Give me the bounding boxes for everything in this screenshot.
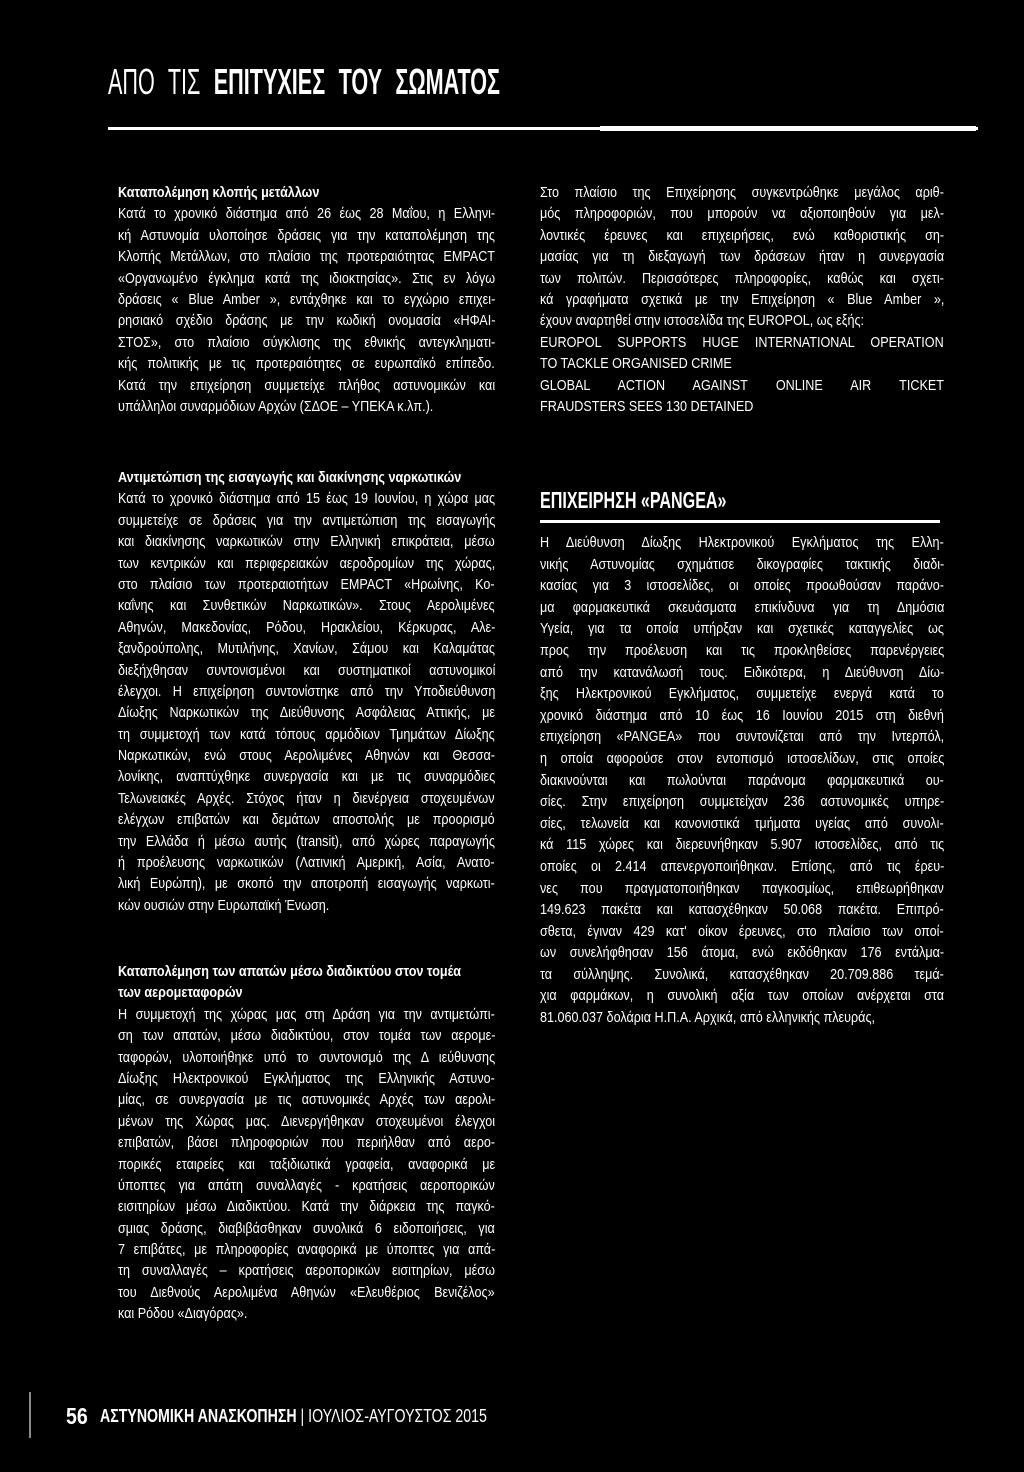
text-line [118, 268, 495, 289]
text-line [118, 852, 495, 873]
line-text: τη συναλλαγές – κρατήσεις αεροπορικών εισιτηρίων, μέσω [118, 1262, 495, 1280]
text-line [118, 1218, 495, 1239]
text-line [118, 1196, 495, 1217]
line-text: κά γραφήματα σχετικά με την Επιχείρηση « Blue Amber », [540, 290, 944, 308]
pangea-body [540, 532, 944, 1029]
text-line [118, 809, 495, 830]
line-text: έλεγχοι. Η επιχείρηση συντονίστηκε από την Υποδιεύθυνση [118, 682, 495, 700]
line-text: μίας, σε συνεργασία με τις αστυνομικές Αρχές των αερολι- [118, 1091, 495, 1109]
publication-name: ΑΣΤΥΝΟΜΙΚΗ ΑΝΑΣΚΟΠΗΣΗ [100, 1406, 297, 1426]
text-line [118, 1260, 495, 1281]
heading-line [118, 182, 495, 203]
text-line [118, 1111, 495, 1132]
line-text: Κατά την επιχείρηση συμμετείχε πλήθος αστυνομικών και [118, 376, 495, 394]
text-line [118, 246, 495, 267]
text-line [540, 1007, 944, 1029]
line-text: προς την προέλευση και τις προκληθείσες παρενέργειες [540, 641, 944, 659]
page-section-title [108, 60, 500, 104]
line-text: μός πληροφοριών, που μπορούν να αξιοποιηθούν για μελ- [540, 205, 944, 223]
line-text: λονίκης, αναπτύχθηκε συνεργασία και με τις συναρμόδιες [118, 768, 495, 786]
text-line [540, 985, 944, 1007]
text-line [118, 638, 495, 659]
text-line [118, 289, 495, 310]
line-text: λοντικές έρευνες και επιχειρήσεις, ενώ καθοριστικής ση- [540, 226, 944, 244]
text-line [118, 353, 495, 374]
text-line [540, 856, 944, 878]
text-line [540, 554, 944, 576]
text-line [118, 660, 495, 681]
text-line [540, 182, 944, 203]
text-line [118, 1239, 495, 1260]
text-line [540, 964, 944, 986]
line-text: Αθηνών, Μακεδονίας, Ρόδου, Ηρακλείου, Κέρκυρας, Αλε- [118, 618, 495, 636]
heading-text: Αντιμετώπιση της εισαγωγής και διακίνησης ναρκωτικών [118, 469, 462, 486]
line-text: Δίωξης Ναρκωτικών της Διεύθυνσης Ασφάλειας Αττικής, με [118, 704, 495, 722]
line-text: Υγεία, για τα οποία υπήρξαν και σχετικές καταγγελίες ως [540, 620, 944, 638]
text-line [540, 878, 944, 900]
text-line [540, 834, 944, 856]
line-text: Κλοπής Μετάλλων, στο πλαίσιο της προτεραιότητας EMPACT [118, 248, 495, 266]
text-line [118, 1089, 495, 1110]
line-text: ση των απατών, μέσω διαδικτύου, στον τομέα των αερομε- [118, 1027, 495, 1045]
header-rule-thick [600, 126, 976, 131]
page-number-text: 56 [66, 1403, 88, 1429]
line-text: νες που πραγματοποιήθηκαν παγκοσμίως, επιθεωρήθηκαν [540, 879, 944, 897]
text-line [118, 203, 495, 224]
text-line [540, 705, 944, 727]
text-line [118, 788, 495, 809]
line-text: διεξήχθησαν συντονισμένοι και συστηματικοί αστυνομικοί [118, 661, 495, 679]
text-line [540, 683, 944, 705]
text-line [540, 726, 944, 748]
section-air-ticket-fraud [118, 961, 495, 1325]
heading-line [118, 467, 495, 488]
line-text: συμμετείχε σε δράσεις για την αντιμετώπιση της εισαγωγής [118, 511, 495, 529]
line-text: Η συμμετοχή της χώρας μας στη Δράση για την αντιμετώπι- [118, 1005, 495, 1023]
line-text: ξης Ηλεκτρονικού Εγκλήματος, συμμετείχε ενεργά κατά το [540, 685, 944, 703]
line-text: ξανδρούπολης, Μυτιλήνης, Χανίων, Σάμου και Καλαμάτας [118, 640, 495, 658]
line-text: ή προέλευσης ναρκωτικών (Λατινική Αμερική, Ασία, Ανατο- [118, 854, 495, 872]
line-text: κής πολιτικής με τις προτεραιότητες σε ευρωπαϊκό επίπεδο. [118, 355, 495, 373]
footer-separator: | [300, 1406, 305, 1426]
section-title-text [108, 60, 500, 104]
text-line [118, 1175, 495, 1196]
heading-text: Καταπολέμηση κλοπής μετάλλων [118, 184, 320, 201]
line-text: τη συμμετοχή των κατά τόπους αρμόδιων Τμημάτων Δίωξης [118, 725, 495, 743]
text-line [118, 225, 495, 246]
text-line [118, 553, 495, 574]
text-line [118, 396, 495, 417]
line-text: 81.060.037 δολάρια Η.Π.Α. Αρχικά, από ελληνικής πλευράς, [540, 1009, 876, 1027]
text-line [118, 724, 495, 745]
text-line [118, 895, 495, 916]
text-line [540, 662, 944, 684]
text-line [540, 396, 944, 417]
text-line [540, 791, 944, 813]
text-line [540, 353, 944, 374]
line-text: μασίας για τη διεξαγωγή των δράσεων ήταν η συνεργασία [540, 248, 944, 266]
text-line [540, 310, 944, 331]
text-line [540, 770, 944, 792]
line-text: και Ρόδου «Διαγόρας». [118, 1305, 248, 1323]
text-line [118, 1068, 495, 1089]
line-text: κών ουσιών στην Ευρωπαϊκή Ένωση. [118, 896, 330, 914]
line-text: Στο πλαίσιο της Επιχείρησης συγκεντρώθηκε μεγάλος αριθ- [540, 184, 944, 201]
line-text: του Διεθνούς Αερολιμένα Αθηνών «Ελευθέριος Βενιζέλος» [118, 1283, 495, 1301]
line-text: ταφορών, υλοποιήθηκε υπό το συντονισμό της Δ ιεύθυνσης [118, 1048, 495, 1066]
page-edge-line [29, 1392, 31, 1438]
line-text: τα σύλληψης. Συνολικά, κατασχέθηκαν 20.709.886 τεμά- [540, 965, 944, 983]
text-line [540, 246, 944, 267]
line-text: σθετα, έγιναν 429 κατ' οίκον έρευνες, στο πλαίσιο των οποί- [540, 922, 944, 940]
line-text: των κεντρικών και περιφερειακών αεροδρομίων της χώρας, [118, 554, 495, 572]
text-line [118, 873, 495, 894]
text-line [118, 531, 495, 552]
footer-text [100, 1405, 487, 1427]
page-number [66, 1403, 92, 1429]
text-line [540, 268, 944, 289]
section-drug-trafficking [118, 467, 495, 916]
line-text: επιχείρηση «PANGEA» που συντονίζεται από την Ιντερπόλ, [540, 728, 944, 746]
text-line [118, 702, 495, 723]
pangea-heading-text: ΕΠΙΧΕΙΡΗΣΗ «PANGEA» [540, 487, 727, 513]
heading-text: των αερομεταφορών [118, 984, 243, 1002]
line-text: από την κατανάλωσή τους. Ειδικότερα, η Διεύθυνση Δίω- [540, 663, 944, 681]
text-line [540, 899, 944, 921]
line-text: και διακίνησης ναρκωτικών στην Ελληνική επικράτεια, μέσω [118, 533, 495, 551]
heading-text: Καταπολέμηση των απατών μέσω διαδικτύου στον τομέα [118, 963, 462, 980]
line-text: σίες. Στην επιχείρηση συμμετείχαν 236 αστυνομικές υπηρε- [540, 793, 944, 811]
text-line [118, 1154, 495, 1175]
text-line [540, 375, 944, 396]
line-text: στο πλαίσιο των προτεραιοτήτων EMPACT «Ηρωίνης, Κο- [118, 575, 495, 593]
text-line [540, 225, 944, 246]
text-line [118, 510, 495, 531]
issue-date: ΙΟΥΛΙΟΣ-ΑΥΓΟΥΣΤΟΣ 2015 [308, 1406, 487, 1426]
line-text: υπάλληλοι συναρμόδιων Αρχών (ΣΔΟΕ – ΥΠΕΚΑ κ.λπ.). [118, 397, 434, 415]
text-line [540, 575, 944, 597]
line-text: κά 115 χώρες και διερευνήθηκαν 5.907 ιστοσελίδες, από τις [540, 836, 944, 854]
heading-line [118, 961, 495, 982]
line-text: Ναρκωτικών, ενώ στους Αερολιμένες Αθηνών και Θεσσα- [118, 747, 495, 765]
line-text: έχουν αναρτηθεί στην ιστοσελίδα της EUROPOL, ως εξής: [540, 312, 865, 330]
line-text: δράσεις « Blue Amber », εντάχθηκε και το εγχώριο επιχει- [118, 290, 495, 308]
line-text: EUROPOL SUPPORTS HUGE INTERNATIONAL OPERATION [540, 333, 944, 351]
text-line [118, 375, 495, 396]
text-line [540, 289, 944, 310]
line-text: καΐνης και Συνθετικών Ναρκωτικών». Στους Αερολιμένες [118, 597, 495, 615]
line-text: FRAUDSTERS SEES 130 DETAINED [540, 397, 754, 415]
line-text: μένων της Χώρας μας. Διενεργήθηκαν στοχευμένοι έλεγχοι [118, 1112, 495, 1130]
blue-amber-conclusion [540, 182, 944, 417]
text-line [540, 921, 944, 943]
line-text: η οποία αφορούσε στον εντοπισμό ιστοσελίδων, στις οποίες [540, 749, 944, 767]
text-line [118, 617, 495, 638]
line-text: νικής Αστυνομίας σχημάτισε δικογραφίες τακτικής διαδι- [540, 555, 944, 573]
text-line [118, 1282, 495, 1303]
text-line [540, 748, 944, 770]
text-line [118, 1303, 495, 1324]
line-text: πορικές εταιρείες και ταξιδιωτικά γραφεία, αναφορικά με [118, 1155, 495, 1173]
line-text: Κατά το χρονικό διάστημα από 15 έως 19 Ιουνίου, η χώρα μας [118, 490, 495, 508]
footer-publication [100, 1405, 487, 1427]
line-text: σμιας δράσης, διαβιβάσθηκαν συνολικά 6 ειδοποιήσεις, για [118, 1219, 495, 1237]
text-line [118, 1025, 495, 1046]
text-line [118, 332, 495, 353]
line-text: κασίας για 3 ιστοσελίδες, οι οποίες προωθούσαν παράνο- [540, 577, 944, 595]
line-text: κή Αστυνομία υλοποίησε δράσεις για την καταπολέμηση της [118, 226, 495, 244]
line-text: μα φαρμακευτικά σκευάσματα επικίνδυνα για τη Δημόσια [540, 598, 944, 616]
line-text: χια φαρμάκων, η συνολική αξία των οποίων ανέρχεται στα [540, 987, 944, 1005]
text-line [118, 745, 495, 766]
line-text: λική Ευρώπη), με σκοπό την αποτροπή εισαγωγής ναρκωτι- [118, 875, 495, 893]
text-line [118, 595, 495, 616]
line-text: εισιτηρίων μέσω Διαδικτύου. Κατά την διάρκεια της παγκό- [118, 1198, 495, 1216]
line-text: Κατά το χρονικό διάστημα από 26 έως 28 Μαΐου, η Ελληνι- [118, 205, 495, 223]
section-title-bold: ΕΠΙΤΥΧΙΕΣ ΤΟΥ ΣΩΜΑΤΟΣ [213, 61, 500, 102]
line-text: Η Διεύθυνση Δίωξης Ηλεκτρονικού Εγκλήματος της Ελλη- [540, 534, 944, 551]
text-line [118, 1004, 495, 1025]
line-text: ύποπτες για απάτη συναλλαγές - κρατήσεις αεροπορικών [118, 1176, 495, 1194]
line-text: Δίωξης Ηλεκτρονικού Εγκλήματος της Ελληνικής Αστυνο- [118, 1069, 495, 1087]
text-line [118, 1047, 495, 1068]
text-line [118, 681, 495, 702]
line-text: διακινούνται και πωλούνται παράνομα φαρμακευτικά ου- [540, 771, 944, 789]
text-line [540, 942, 944, 964]
pangea-heading-underline [540, 520, 940, 523]
line-text: επιβατών, βάσει πληροφοριών που περιήλθαν από αερο- [118, 1134, 495, 1152]
text-line [540, 813, 944, 835]
line-text: «Οργανωμένο έγκλημα κατά της ιδιοκτησίας». Στις εν λόγω [118, 269, 495, 287]
line-text: GLOBAL ACTION AGAINST ONLINE AIR TICKET [540, 376, 944, 394]
section-metal-theft [118, 182, 495, 417]
pangea-heading [540, 488, 944, 512]
text-line [118, 310, 495, 331]
text-line [540, 597, 944, 619]
line-text: 7 επιβάτες, με πληροφορίες αναφορικά με ύποπτες για απά- [118, 1241, 495, 1259]
line-text: TO TACKLE ORGANISED CRIME [540, 355, 732, 373]
line-text: Τελωνειακές Αρχές. Στόχος ήταν η διενέργεια στοχευμένων [118, 789, 495, 807]
line-text: 149.623 πακέτα και κατασχέθηκαν 50.068 πακέτα. Επιπρό- [540, 901, 944, 919]
line-text: ρησιακό σχέδιο δράσης με την κωδική ονομασία «ΗΦΑΙ- [118, 312, 495, 330]
text-line [118, 831, 495, 852]
text-line [118, 766, 495, 787]
heading-line [118, 982, 495, 1003]
line-text: ων συνελήφθησαν 156 άτομα, ενώ εκδόθηκαν 176 εντάλμα- [540, 944, 944, 962]
text-line [540, 640, 944, 662]
text-line [540, 332, 944, 353]
line-text: ελέγχων επιβατών και δεμάτων αποστολής με προορισμό [118, 811, 495, 829]
text-line [540, 618, 944, 640]
text-line [118, 574, 495, 595]
line-text: σίες, τελωνεία και κανονιστικά τμήματα υγείας από συνολι- [540, 814, 944, 832]
line-text: χρονικό διάστημα από 10 έως 16 Ιουνίου 2015 στη διεθνή [540, 706, 944, 724]
line-text: ΣΤΟΣ», στο πλαίσιο σύγκλισης της εθνικής αντεγκληματι- [118, 333, 495, 351]
section-title-light: ΑΠΟ ΤΙΣ [108, 61, 201, 102]
line-text: την Ελλάδα ή μέσω αυτής (transit), από χώρες παραγωγής [118, 832, 495, 850]
text-line [540, 532, 944, 554]
text-line [540, 203, 944, 224]
line-text: οποίες οι 2.414 απενεργοποιήθηκαν. Επίσης, από τις έρευ- [540, 857, 944, 875]
text-line [118, 488, 495, 509]
text-line [118, 1132, 495, 1153]
line-text: των πολιτών. Περισσότερες πληροφορίες, καθώς και σχετι- [540, 269, 944, 287]
